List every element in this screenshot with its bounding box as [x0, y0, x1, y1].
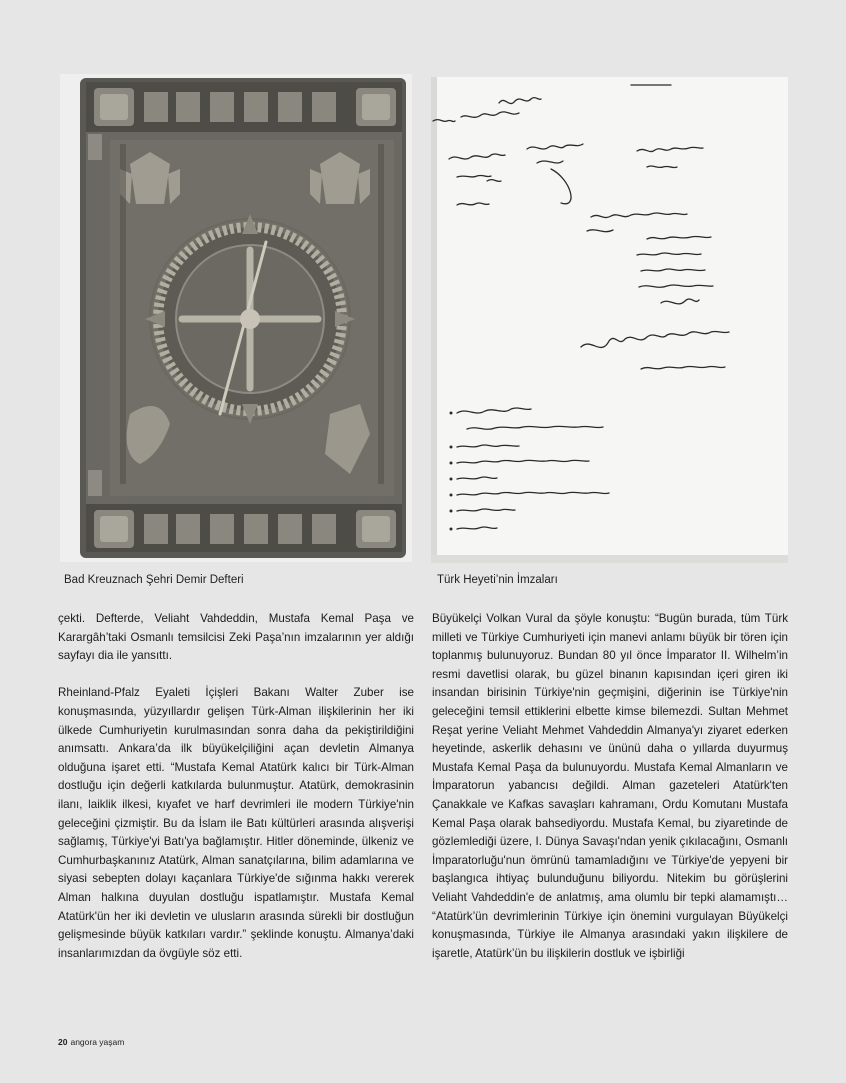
page-footer [58, 1037, 124, 1047]
right-figure-caption: Türk Heyeti’nin İmzaları [437, 574, 558, 586]
paragraph: Büyükelçi Volkan Vural da şöyle konuştu: “Bugün burada, tüm Türk milleti ve Türkiye Cumhuriyeti için manevi anlamı büyük bir tören için toplanmış bulunuyoruz. Bundan 80 yıl önce İmparator II. Wilhelm’in resmi davetlisi olarak, bu güzel binanın kapısından içeri giren iki insandan birisinin Türkiye'nin geçmişini, diğerinin ise Türkiye'nin geleceğini temsil ettiklerini elbette kimse bilemezdi. Sultan Mehmet Reşat yerine Veliaht Mehmet Vahdeddin Almanya'yı ziyaret ederken heyetinde, askerlik dehasını ve ününü daha o yıllarda duyurmuş Mustafa Kemal Paşa da bulunuyordu. Mustafa Kemal Almanların ve İmparatorun yabancısı değildi. Alman gazeteleri Atatürk'ten Çanakkale ve Kafkas savaşları kahramanı, Ordu Komutanı Mustafa Kemal Paşa olarak bahsediyordu. Mustafa Kemal, bu ziyaretinde de gözlemlediği üzere, I. Dünya Savaşı'ndan yenik çıkılacağını, Osmanlı İmparatorluğu'nun ömrünü tamamladığını ve Türkiye'de yepyeni bir başlangıca ihtiyaç bulunduğunu biliyordu. Nitekim bu görüşlerini Veliaht Vahdeddin'e de anlatmış, ama olumlu bir tepki alamamıştı… “Atatürk’ün devrimlerinin Türkiye için önemini vurgulayan Büyükelçi konuşmasında, Türkiye ile Almanya arasındaki yakın ilişkilere de işaretle, Atatürk’ün bu ilişkilerin dostluk ve işbirliği [432, 612, 788, 960]
iron-book-photo [60, 74, 412, 562]
page-number: 20 [58, 1037, 68, 1047]
signatures-photo [431, 77, 788, 563]
paragraph: çekti. Defterde, Veliaht Vahdeddin, Mustafa Kemal Paşa ve Karargâh’taki Osmanlı temsilcisi Zeki Paşa’nın imzalarının yer aldığı sayfayı dia ile yansıttı. [58, 612, 414, 663]
left-text-column [58, 610, 414, 963]
paragraph: Rheinland-Pfalz Eyaleti İçişleri Bakanı Walter Zuber ise konuşmasında, yüzyıllardır gelişen Türk-Alman ilişkilerinin her iki ülkede Cumhuriyetin kurulmasından sonra daha da pekiştirildiğini anımsattı. Ankara’da ilk büyükelçiliğini açan devletin Almanya olduğuna işaret etti. “Mustafa Kemal Atatürk kalıcı bir Türk-Alman dostluğu için değerli katkılarda bulunmuştur. Atatürk, demokrasinin ilanı, laiklik ilkesi, kıyafet ve harf devrimleri ile modern Türkiye'nin geleceğini çizmiştir. Bu da İslam ile Batı kültürleri arasında alışverişi sağlamış, Türkiye'yi Batı'ya bağlamıştır. Hitler döneminde, ülkeniz ve Cumhurbaşkanınız Atatürk, Alman sanatçılarına, bilim adamlarına ve siyasi sebepten dolayı kaçanlara Türkiye'de sığınma hakkı vererek Alman halkına duyulan dostluğu ispatlamıştır. Mustafa Kemal Atatürk'ün her iki devletin ve ulusların arasında sürekli bir dostluğun gelişmesinde büyük katkıları vardır.” şeklinde konuştu. Almanya’daki insanlarımızdan da övgüyle söz etti. [58, 686, 414, 960]
right-text-column [432, 610, 788, 963]
left-figure-caption: Bad Kreuznach Şehri Demir Defteri [64, 574, 244, 586]
publication-name: angora yaşam [70, 1037, 125, 1047]
